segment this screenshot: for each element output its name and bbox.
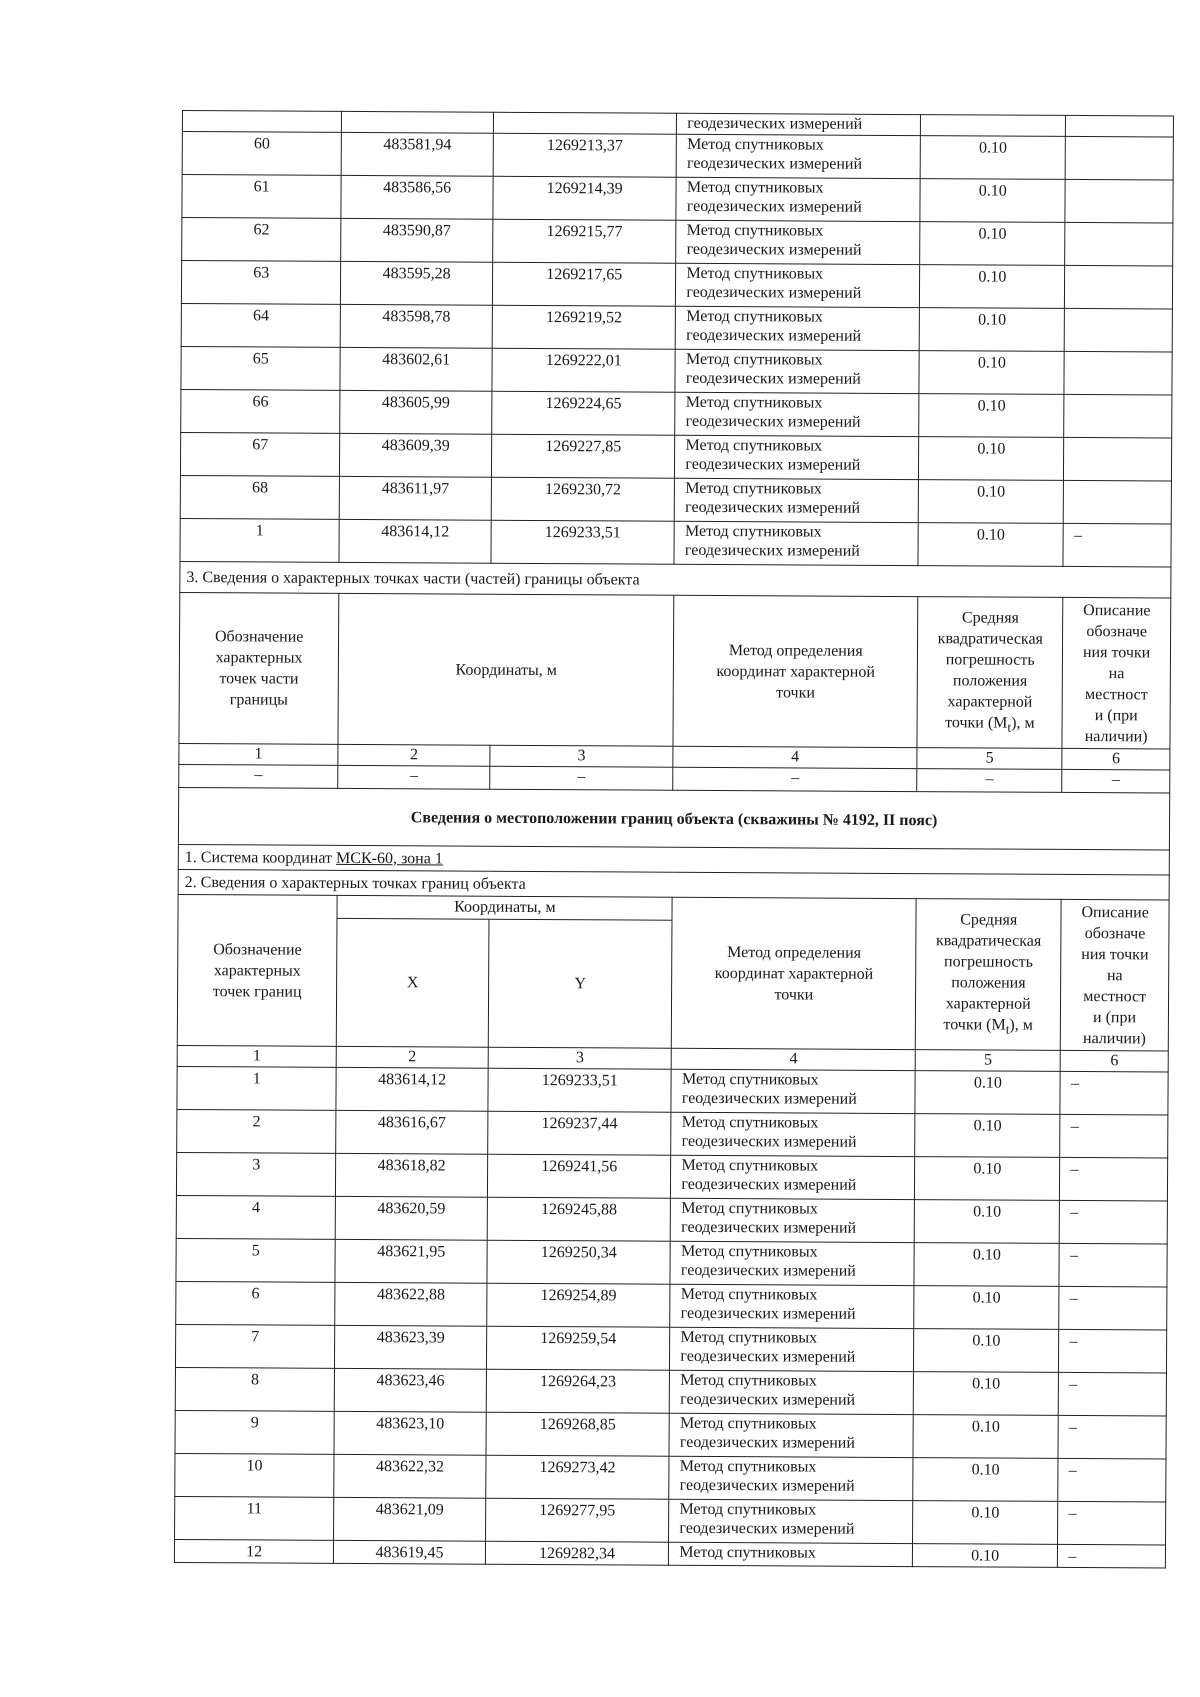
point-number: 2 bbox=[177, 1109, 337, 1153]
table-row bbox=[175, 1410, 1166, 1459]
accuracy: 0.10 bbox=[920, 136, 1065, 180]
part-header-designation: Обозначение характерных точек части границы bbox=[179, 592, 339, 744]
coord-x: 483611,97 bbox=[340, 476, 492, 520]
table-row bbox=[180, 475, 1171, 524]
method-cell: Метод спутниковых геодезических измерений bbox=[675, 435, 919, 479]
description bbox=[1064, 394, 1172, 438]
accuracy: 0.10 bbox=[918, 523, 1063, 567]
coord-x: 483595,28 bbox=[341, 261, 493, 305]
accuracy: 0.10 bbox=[914, 1329, 1059, 1373]
coord-x: 483605,99 bbox=[340, 390, 492, 434]
method-cell: Метод спутниковых геодезических измерений bbox=[669, 1413, 913, 1457]
description: – bbox=[1058, 1458, 1166, 1502]
coord-y: 1269233,51 bbox=[488, 1068, 672, 1112]
coord-x: 483581,94 bbox=[341, 132, 493, 176]
point-number: 5 bbox=[176, 1238, 336, 1282]
table-row bbox=[182, 132, 1173, 181]
accuracy: 0.10 bbox=[915, 1114, 1060, 1158]
accuracy: 0.10 bbox=[919, 394, 1064, 438]
coord-y: 1269219,52 bbox=[492, 305, 676, 349]
header-method: Метод определения координат характерной точки bbox=[672, 897, 917, 1049]
coord-x: 483622,32 bbox=[334, 1454, 486, 1498]
part-header-coordinates: Координаты, м bbox=[338, 593, 674, 746]
coord-y: 1269215,77 bbox=[493, 219, 677, 263]
table-row bbox=[175, 1367, 1166, 1416]
point-number: 8 bbox=[175, 1367, 335, 1411]
header-description: Описание обозначе ния точки на местност и (при наличии) bbox=[1061, 899, 1170, 1051]
part-header-description: Описание обозначе ния точки на местност и (при наличии) bbox=[1062, 597, 1171, 749]
coord-y: 1269264,23 bbox=[486, 1369, 670, 1413]
coord-x: 483623,10 bbox=[334, 1411, 486, 1455]
coord-x: 483602,61 bbox=[340, 347, 492, 391]
point-number: 63 bbox=[181, 261, 341, 305]
table-row bbox=[180, 518, 1171, 567]
point-number: 9 bbox=[175, 1410, 335, 1454]
description: – bbox=[1060, 1071, 1168, 1115]
method-cell: Метод спутниковых геодезических измерений bbox=[671, 1155, 915, 1199]
accuracy: 0.10 bbox=[914, 1286, 1059, 1330]
method-cell: Метод спутниковых геодезических измерений bbox=[671, 1112, 915, 1156]
point-number: 7 bbox=[175, 1324, 335, 1368]
description bbox=[1065, 222, 1173, 266]
method-cell: Метод спутниковых геодезических измерений bbox=[676, 177, 920, 221]
accuracy: 0.10 bbox=[915, 1071, 1060, 1115]
coord-x: 483621,09 bbox=[334, 1497, 486, 1541]
accuracy: 0.10 bbox=[920, 222, 1065, 266]
accuracy: 0.10 bbox=[919, 437, 1064, 481]
table-row bbox=[176, 1152, 1167, 1201]
top-rows bbox=[180, 132, 1173, 568]
coord-system: 1. Система координат МСК-60, зона 1 bbox=[178, 844, 1169, 875]
location-title-row bbox=[178, 787, 1169, 850]
part-index-row: 1 2 3 4 5 6 bbox=[179, 743, 1170, 770]
coord-y: 1269213,37 bbox=[493, 133, 677, 177]
table-row bbox=[180, 432, 1171, 481]
bottom-rows bbox=[175, 1066, 1169, 1545]
description bbox=[1065, 136, 1173, 180]
method-cell: Метод спутниковых геодезических измерений bbox=[674, 521, 918, 565]
coord-y: 1269277,95 bbox=[485, 1498, 669, 1542]
coord-x: 483623,39 bbox=[335, 1325, 487, 1369]
coord-y: 1269224,65 bbox=[492, 391, 676, 435]
description: – bbox=[1059, 1372, 1167, 1416]
method-cell: геодезических измерений bbox=[677, 113, 921, 135]
coord-y: 1269227,85 bbox=[491, 434, 675, 478]
point-number: 66 bbox=[181, 389, 341, 433]
table-row bbox=[175, 1324, 1166, 1373]
header-x: X bbox=[337, 919, 489, 1048]
description bbox=[1065, 179, 1173, 223]
point-number: 60 bbox=[182, 132, 342, 176]
points-title: 2. Сведения о характерных точках границ объекта bbox=[178, 869, 1169, 900]
table-row bbox=[181, 261, 1172, 310]
coord-y: 1269217,65 bbox=[492, 262, 676, 306]
description: – bbox=[1059, 1329, 1167, 1373]
coord-y: 1269259,54 bbox=[486, 1326, 670, 1370]
point-number: 61 bbox=[182, 175, 342, 219]
coord-x: 483590,87 bbox=[341, 218, 493, 262]
method-cell: Метод спутниковых геодезических измерений bbox=[671, 1069, 915, 1113]
description: – bbox=[1059, 1200, 1167, 1244]
coord-x: 483616,67 bbox=[336, 1110, 488, 1154]
description bbox=[1065, 265, 1173, 309]
description bbox=[1064, 308, 1172, 352]
method-cell: Метод спутниковых геодезических измерений bbox=[671, 1198, 915, 1242]
coord-x: 483620,59 bbox=[335, 1196, 487, 1240]
table-row bbox=[177, 1109, 1168, 1158]
point-number: 1 bbox=[177, 1066, 337, 1110]
table-row bbox=[181, 346, 1172, 395]
table-row bbox=[182, 218, 1173, 267]
location-title: Сведения о местоположении границ объекта (скважины № 4192, II пояс) bbox=[178, 787, 1169, 850]
point-number: 3 bbox=[176, 1152, 336, 1196]
point-number: 10 bbox=[175, 1453, 335, 1497]
method-cell: Метод спутниковых геодезических измерений bbox=[670, 1241, 914, 1285]
description: – bbox=[1060, 1157, 1168, 1201]
coord-y: 1269250,34 bbox=[487, 1240, 671, 1284]
method-cell: Метод спутниковых геодезических измерений bbox=[675, 349, 919, 393]
part-section-title: 3. Сведения о характерных точках части (частей) границы объекта bbox=[180, 561, 1171, 598]
table-row bbox=[181, 389, 1172, 438]
point-number: 6 bbox=[176, 1281, 336, 1325]
document-page bbox=[174, 110, 1174, 1569]
point-number: 62 bbox=[182, 218, 342, 262]
point-number: 68 bbox=[180, 475, 340, 519]
coord-x: 483614,12 bbox=[336, 1067, 488, 1111]
coord-x: 483622,88 bbox=[335, 1282, 487, 1326]
table-row bbox=[175, 1453, 1166, 1502]
coordinates-table bbox=[174, 110, 1174, 1569]
point-number: 64 bbox=[181, 303, 341, 347]
description bbox=[1064, 437, 1172, 481]
description: – bbox=[1059, 1243, 1167, 1287]
method-cell: Метод спутниковых геодезических измерений bbox=[676, 263, 920, 307]
table-row: 12 483619,45 1269282,34 Метод спутниковых 0.10 – bbox=[174, 1539, 1165, 1568]
method-cell: Метод спутниковых геодезических измерений bbox=[677, 134, 921, 178]
coord-y: 1269254,89 bbox=[487, 1283, 671, 1327]
part-header-method: Метод определения координат характерной точки bbox=[673, 595, 918, 747]
description: – bbox=[1059, 1286, 1167, 1330]
point-number: 1 bbox=[180, 518, 340, 562]
method-cell: Метод спутниковых геодезических измерений bbox=[670, 1284, 914, 1328]
method-cell: Метод спутниковых геодезических измерений bbox=[669, 1456, 913, 1500]
accuracy: 0.10 bbox=[920, 179, 1065, 223]
table-row bbox=[182, 175, 1173, 224]
description: – bbox=[1058, 1415, 1166, 1459]
point-number: 65 bbox=[181, 346, 341, 390]
bottom-index-row: 1 2 3 4 5 6 bbox=[177, 1045, 1168, 1072]
accuracy: 0.10 bbox=[914, 1243, 1059, 1287]
coord-x: 483609,39 bbox=[340, 433, 492, 477]
accuracy: 0.10 bbox=[919, 308, 1064, 352]
point-number: 67 bbox=[180, 432, 340, 476]
coord-y: 1269273,42 bbox=[486, 1455, 670, 1499]
coord-y: 1269241,56 bbox=[487, 1154, 671, 1198]
method-cell: Метод спутниковых геодезических измерений bbox=[670, 1370, 914, 1414]
method-cell: Метод спутниковых геодезических измерений bbox=[670, 1327, 914, 1371]
bottom-header-row-1 bbox=[178, 894, 1169, 923]
table-row bbox=[176, 1238, 1167, 1287]
coord-y: 1269268,85 bbox=[486, 1412, 670, 1456]
accuracy: 0.10 bbox=[915, 1157, 1060, 1201]
coord-x: 483623,46 bbox=[335, 1368, 487, 1412]
description: – bbox=[1060, 1114, 1168, 1158]
header-y: Y bbox=[488, 919, 672, 1048]
coord-y: 1269233,51 bbox=[491, 520, 675, 564]
table-row bbox=[176, 1195, 1167, 1244]
point-number: 4 bbox=[176, 1195, 336, 1239]
coord-y: 1269237,44 bbox=[488, 1111, 672, 1155]
accuracy: 0.10 bbox=[913, 1501, 1058, 1545]
point-number: 11 bbox=[175, 1496, 335, 1540]
coord-y: 1269214,39 bbox=[493, 176, 677, 220]
accuracy: 0.10 bbox=[914, 1200, 1059, 1244]
accuracy: 0.10 bbox=[919, 351, 1064, 395]
coord-y: 1269222,01 bbox=[492, 348, 676, 392]
description bbox=[1064, 351, 1172, 395]
table-row bbox=[175, 1496, 1166, 1545]
coord-x: 483621,95 bbox=[335, 1239, 487, 1283]
part-header-accuracy: Средняя квадратическая погрешность положения характерной точки $(М_t)$, м bbox=[917, 597, 1063, 749]
table-row bbox=[177, 1066, 1168, 1115]
method-cell: Метод спутниковых геодезических измерений bbox=[676, 306, 920, 350]
method-cell: Метод спутниковых геодезических измерений bbox=[675, 478, 919, 522]
coord-x: 483618,82 bbox=[336, 1153, 488, 1197]
table-row bbox=[176, 1281, 1167, 1330]
coord-x: 483614,12 bbox=[339, 519, 491, 563]
accuracy: 0.10 bbox=[920, 265, 1065, 309]
method-cell: Метод спутниковых геодезических измерений bbox=[676, 220, 920, 264]
header-coordinates: Координаты, м bbox=[337, 895, 672, 920]
accuracy: 0.10 bbox=[913, 1415, 1058, 1459]
method-cell: Метод спутниковых геодезических измерений bbox=[675, 392, 919, 436]
coord-x: 483598,78 bbox=[340, 304, 492, 348]
description bbox=[1063, 480, 1171, 524]
part-header-row bbox=[179, 592, 1171, 749]
coord-y: 1269245,88 bbox=[487, 1197, 671, 1241]
accuracy: 0.10 bbox=[913, 1372, 1058, 1416]
accuracy: 0.10 bbox=[913, 1458, 1058, 1502]
coord-y: 1269230,72 bbox=[491, 477, 675, 521]
table-row bbox=[181, 303, 1172, 352]
description: – bbox=[1058, 1501, 1166, 1545]
header-designation: Обозначение характерных точек границ bbox=[177, 894, 337, 1046]
coord-x: 483586,56 bbox=[341, 175, 493, 219]
description: – bbox=[1063, 523, 1171, 567]
accuracy: 0.10 bbox=[918, 480, 1063, 524]
part-empty-row: – – – – – – bbox=[179, 764, 1170, 793]
method-cell: Метод спутниковых геодезических измерений bbox=[669, 1499, 913, 1543]
header-accuracy: Средняя квадратическая погрешность положения характерной точки $(М_t)$, м bbox=[916, 899, 1062, 1051]
